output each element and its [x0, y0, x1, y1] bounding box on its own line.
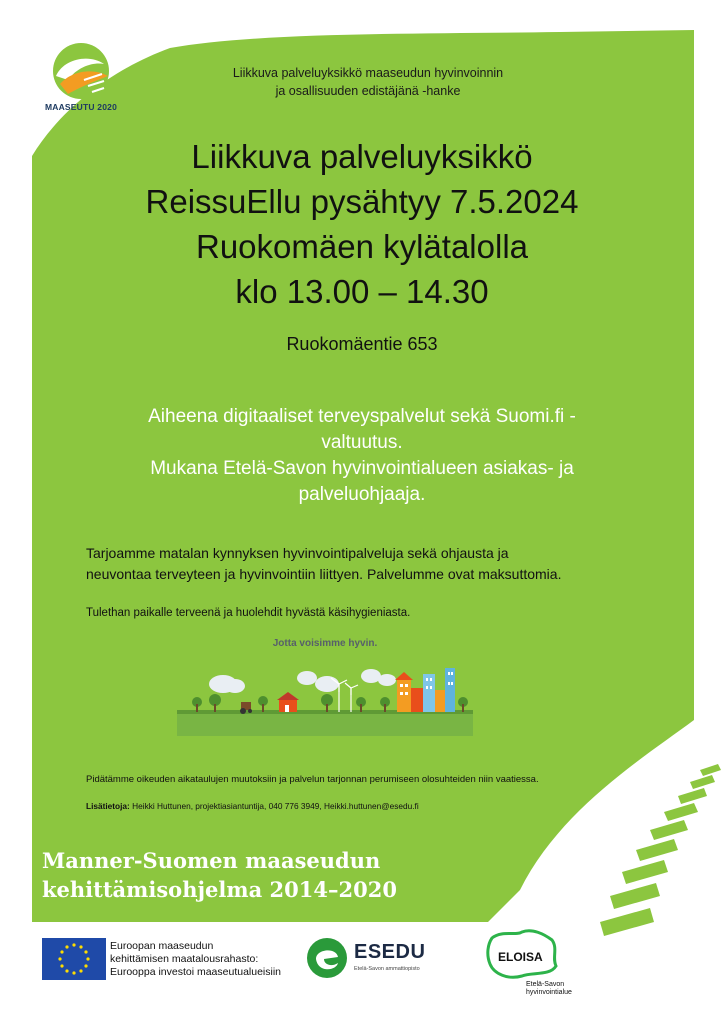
programme-title: [42, 846, 482, 904]
topic-line-3: Mukana Etelä-Savon hyvinvointialueen asiakas- ja: [150, 458, 574, 479]
rural-development-swirl-icon: [38, 40, 124, 102]
illustration-caption: Jotta voisimme hyvin.: [272, 638, 378, 649]
eu-flag-icon: [42, 938, 106, 980]
service-description: [86, 543, 676, 585]
programme-line-2: kehittämisohjelma 2014–2020: [42, 877, 397, 902]
maaseutu-2020-logo: [38, 40, 124, 120]
project-line-1: Liikkuva palveluyksikkö maaseudun hyvinvoinnin: [232, 66, 504, 80]
programme-line-1: Manner-Suomen maaseudun: [42, 848, 381, 873]
project-description: [160, 64, 576, 100]
village-illustration: [175, 636, 475, 736]
eloisa-logo: [482, 928, 582, 994]
hygiene-notice: Tulethan paikalle terveenä ja huolehdit hyvästä käsihygieniasta.: [86, 607, 411, 619]
eloisa-sub-line-2: hyvinvointialue: [526, 989, 572, 996]
esedu-name: ESEDU: [354, 941, 426, 963]
esedu-logo: [306, 935, 456, 983]
eloisa-sub-line-1: Etelä-Savon: [526, 981, 565, 988]
topic-line-1: Aiheena digitaaliset terveyspalvelut sekä Suomi.fi -: [148, 406, 576, 427]
topic-line-4: palveluohjaaja.: [298, 484, 426, 505]
eloisa-name: ELOISA: [498, 950, 543, 964]
topic-line-2: valtuutus.: [321, 432, 403, 453]
event-address: Ruokomäentie 653: [286, 334, 438, 354]
headline-line-2: ReissuEllu pysähtyy 7.5.2024: [145, 183, 579, 220]
headline-line-4: klo 13.00 – 14.30: [235, 273, 489, 310]
contact-text: Heikki Huttunen, projektiasiantuntija, 040 776 3949, Heikki.huttunen@esedu.fi: [132, 801, 419, 811]
esedu-mark-icon: [306, 937, 348, 979]
eu-line-3: Eurooppa investoi maaseutualueisiin: [110, 966, 282, 978]
contact-label: Lisätietoja:: [86, 801, 130, 811]
eloisa-subtitle: [526, 981, 586, 997]
project-line-2: ja osallisuuden edistäjänä -hanke: [275, 84, 461, 98]
contact-info: [86, 801, 646, 811]
headline-line-3: Ruokomäen kylätalolla: [195, 228, 528, 265]
schedule-disclaimer: Pidätämme oikeuden aikataulujen muutoksiin ja palvelun tarjonnan perumiseen olosuhteiden niin vaatiessa.: [86, 774, 539, 785]
headline-line-1: Liikkuva palveluyksikkö: [191, 138, 533, 175]
eu-line-1: Euroopan maaseudun: [110, 940, 214, 952]
esedu-subtitle: Etelä-Savon ammattiopisto: [354, 966, 420, 972]
body-line-1: Tarjoamme matalan kynnyksen hyvinvointipalveluja sekä ohjausta ja: [86, 545, 509, 561]
event-topic: [100, 404, 624, 508]
event-headline: [80, 134, 644, 314]
eu-fund-text: [110, 940, 310, 979]
logo-caption: MAASEUTU 2020: [44, 102, 118, 112]
village-scene-icon: [175, 654, 475, 736]
eu-line-2: kehittämisen maatalousrahasto:: [110, 953, 259, 965]
body-line-2: neuvontaa terveyteen ja hyvinvointiin liittyen. Palvelumme ovat maksuttomia.: [86, 566, 562, 582]
